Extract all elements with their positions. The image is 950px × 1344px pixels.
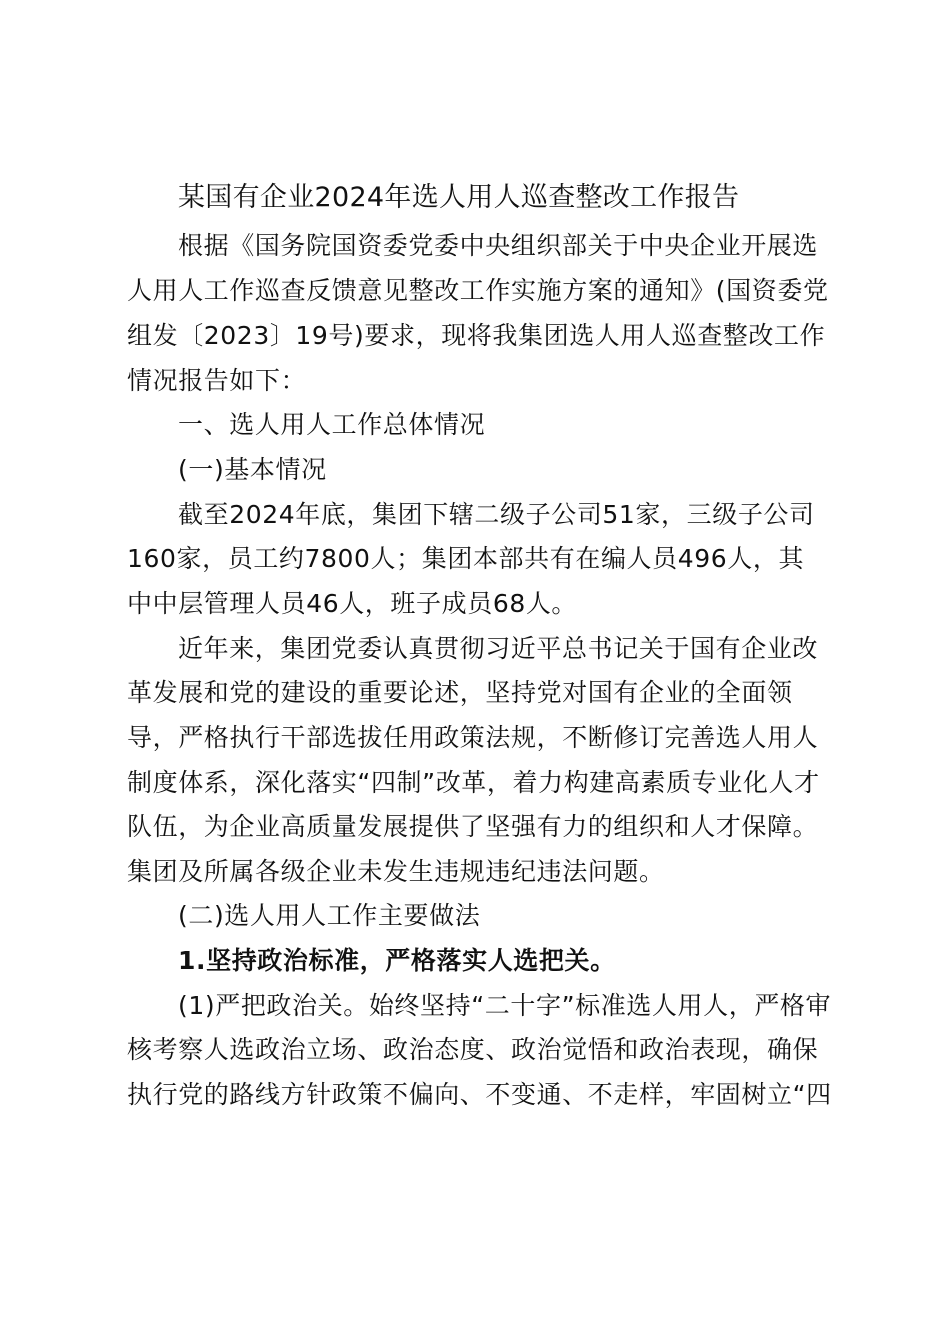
paragraph-line: 革发展和党的建设的重要论述，坚持党对国有企业的全面领 — [127, 678, 793, 707]
paragraph-line: 160家，员工约7800人；集团本部共有在编人员496人，其 — [127, 544, 805, 573]
paragraph-line: (1)严把政治关。始终坚持“二十字”标准选人用人，严格审 — [178, 991, 832, 1020]
paragraph-line: 近年来，集团党委认真贯彻习近平总书记关于国有企业改 — [178, 634, 819, 663]
subsection-heading: (一)基本情况 — [178, 455, 327, 484]
paragraph-line: 队伍，为企业高质量发展提供了坚强有力的组织和人才保障。 — [127, 812, 819, 841]
paragraph-line: 导，严格执行干部选拔任用政策法规，不断修订完善选人用人 — [127, 723, 819, 752]
subsection-heading: (二)选人用人工作主要做法 — [178, 901, 481, 930]
paragraph-line: 截至2024年底，集团下辖二级子公司51家，三级子公司 — [178, 500, 815, 529]
paragraph-line: 中中层管理人员46人，班子成员68人。 — [127, 589, 578, 618]
paragraph-line: 组发〔2023〕19号)要求，现将我集团选人用人巡查整改工作 — [127, 321, 826, 350]
bold-heading: 1.坚持政治标准，严格落实人选把关。 — [178, 946, 616, 975]
document-title: 某国有企业2024年选人用人巡查整改工作报告 — [178, 182, 740, 213]
paragraph-line: 根据《国务院国资委党委中央组织部关于中央企业开展选 — [178, 231, 819, 260]
paragraph-line: 制度体系，深化落实“四制”改革，着力构建高素质专业化人才 — [127, 768, 820, 797]
section-heading: 一、选人用人工作总体情况 — [178, 410, 486, 439]
paragraph-line: 人用人工作巡查反馈意见整改工作实施方案的通知》(国资委党 — [127, 276, 829, 305]
paragraph-line: 情况报告如下： — [127, 366, 307, 395]
paragraph-line: 执行党的路线方针政策不偏向、不变通、不走样，牢固树立“四 — [127, 1080, 832, 1109]
paragraph-line: 核考察人选政治立场、政治态度、政治觉悟和政治表现，确保 — [127, 1035, 819, 1064]
paragraph-line: 集团及所属各级企业未发生违规违纪违法问题。 — [127, 857, 665, 886]
